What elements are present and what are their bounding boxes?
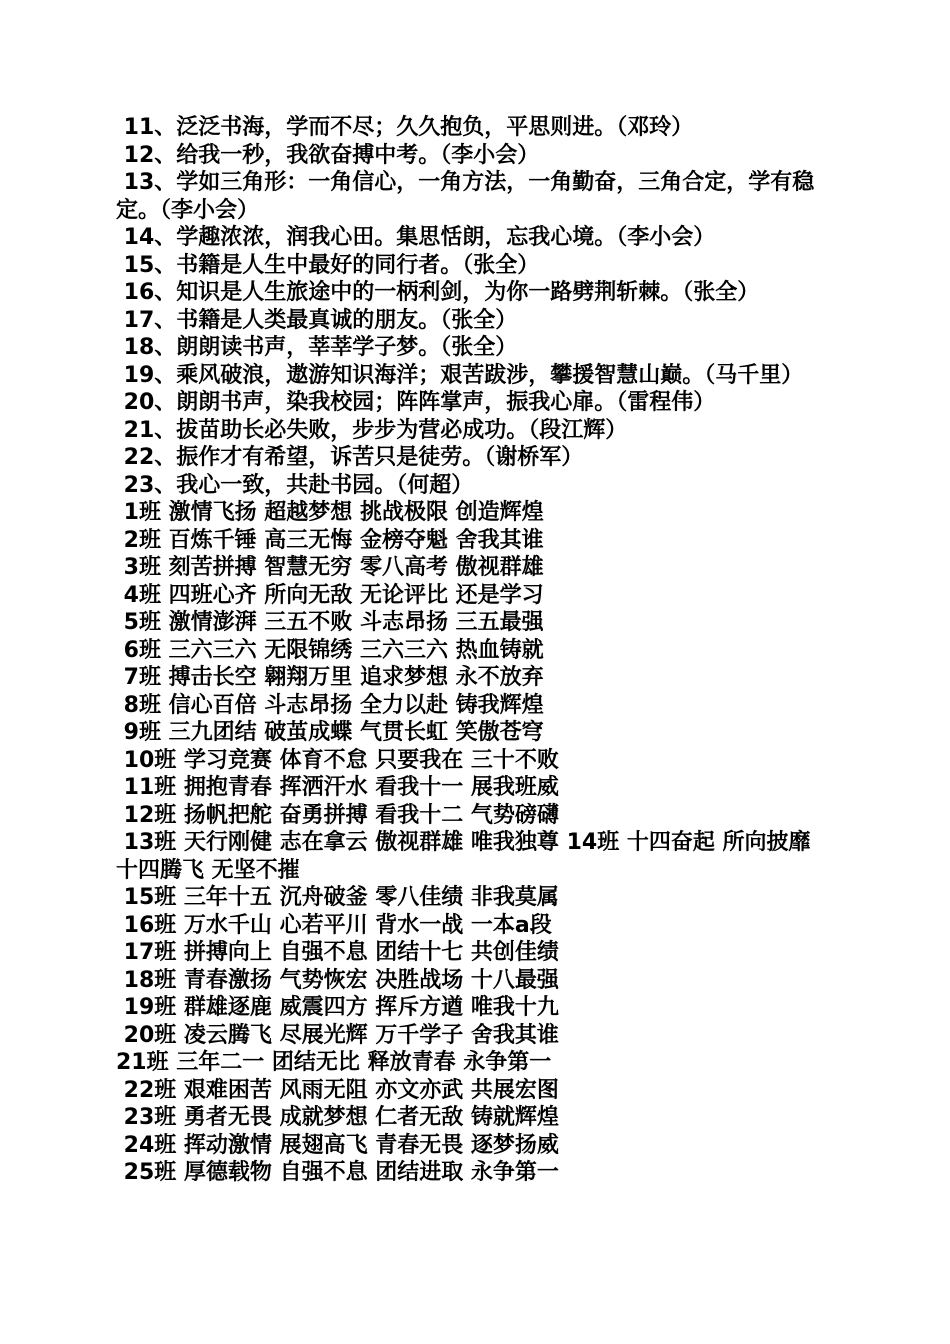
class-slogan: 22班 艰难困苦 风雨无阻 亦文亦武 共展宏图	[116, 1077, 559, 1103]
class-slogan: 5班 激情澎湃 三五不败 斗志昂扬 三五最强	[116, 610, 544, 635]
class-slogan: 7班 搏击长空 翱翔万里 追求梦想 永不放弃	[116, 665, 544, 690]
slogan-line: 11、泛泛书海，学而不尽；久久抱负，平思则进。（邓玲）	[116, 115, 694, 140]
class-slogan: 13班 天行刚健 志在拿云 傲视群雄 唯我独尊 14班 十四奋起 所向披靡 十四腾飞 无坚不摧	[116, 830, 819, 883]
class-slogan: 12班 扬帆把舵 奋勇拼搏 看我十二 气势磅礴	[116, 802, 559, 828]
slogan-line: 18、朗朗读书声，莘莘学子梦。（张全）	[116, 335, 518, 360]
slogan-line: 14、学趣浓浓，润我心田。集思恬朗，忘我心境。（李小会）	[116, 225, 716, 250]
class-slogan: 3班 刻苦拼搏 智慧无穷 零八高考 傲视群雄	[116, 555, 544, 580]
class-slogan: 15班 三年十五 沉舟破釜 零八佳绩 非我莫属	[116, 885, 559, 910]
slogan-line: 17、书籍是人类最真诚的朋友。（张全）	[116, 307, 518, 333]
slogan-line: 23、我心一致，共赴书园。（何超）	[116, 472, 474, 498]
slogan-line: 15、书籍是人生中最好的同行者。（张全）	[116, 252, 540, 278]
class-slogan: 23班 勇者无畏 成就梦想 仁者无敌 铸就辉煌	[116, 1105, 559, 1130]
slogan-line: 16、知识是人生旅途中的一柄利剑，为你一路劈荆斩棘。（张全）	[116, 280, 760, 305]
class-slogan: 25班 厚德载物 自强不息 团结进取 永争第一	[116, 1160, 559, 1185]
class-slogan: 2班 百炼千锤 高三无悔 金榜夺魁 舍我其谁	[116, 527, 544, 553]
class-slogan: 8班 信心百倍 斗志昂扬 全力以赴 铸我辉煌	[116, 692, 544, 718]
class-slogan: 21班 三年二一 团结无比 释放青春 永争第一	[116, 1050, 552, 1075]
class-slogan: 4班 四班心齐 所向无敌 无论评比 还是学习	[116, 582, 544, 608]
slogan-line: 21、拔苗助长必失败，步步为营必成功。（段江辉）	[116, 417, 628, 443]
document-body	[116, 114, 824, 1187]
class-slogan: 1班 激情飞扬 超越梦想 挑战极限 创造辉煌	[116, 500, 544, 525]
class-slogan: 6班 三六三六 无限锦绣 三六三六 热血铸就	[116, 637, 544, 663]
slogan-line: 12、给我一秒，我欲奋搏中考。（李小会）	[116, 142, 540, 168]
slogan-line: 13、学如三角形：一角信心，一角方法，一角勤奋，三角合定，学有稳定。（李小会）	[116, 170, 815, 223]
class-slogan: 9班 三九团结 破茧成蝶 气贯长虹 笑傲苍穹	[116, 720, 544, 745]
class-slogan: 16班 万水千山 心若平川 背水一战 一本a段	[116, 912, 552, 938]
class-slogan: 17班 拼搏向上 自强不息 团结十七 共创佳绩	[116, 940, 559, 965]
class-slogan: 24班 挥动激情 展翅高飞 青春无畏 逐梦扬威	[116, 1132, 559, 1158]
class-slogan: 20班 凌云腾飞 尽展光辉 万千学子 舍我其谁	[116, 1022, 559, 1048]
class-slogan: 10班 学习竞赛 体育不怠 只要我在 三十不败	[116, 747, 559, 773]
slogan-line: 19、乘风破浪，遨游知识海洋；艰苦跋涉，攀援智慧山巅。（马千里）	[116, 362, 804, 388]
slogan-line: 20、朗朗书声，染我校园；阵阵掌声，振我心扉。（雷程伟）	[116, 390, 716, 415]
class-slogan: 11班 拥抱青春 挥洒汗水 看我十一 展我班威	[116, 775, 559, 800]
class-slogan: 18班 青春激扬 气势恢宏 决胜战场 十八最强	[116, 967, 559, 993]
slogan-line: 22、振作才有希望，诉苦只是徒劳。（谢桥军）	[116, 445, 584, 470]
class-slogan: 19班 群雄逐鹿 威震四方 挥斥方遒 唯我十九	[116, 995, 559, 1020]
